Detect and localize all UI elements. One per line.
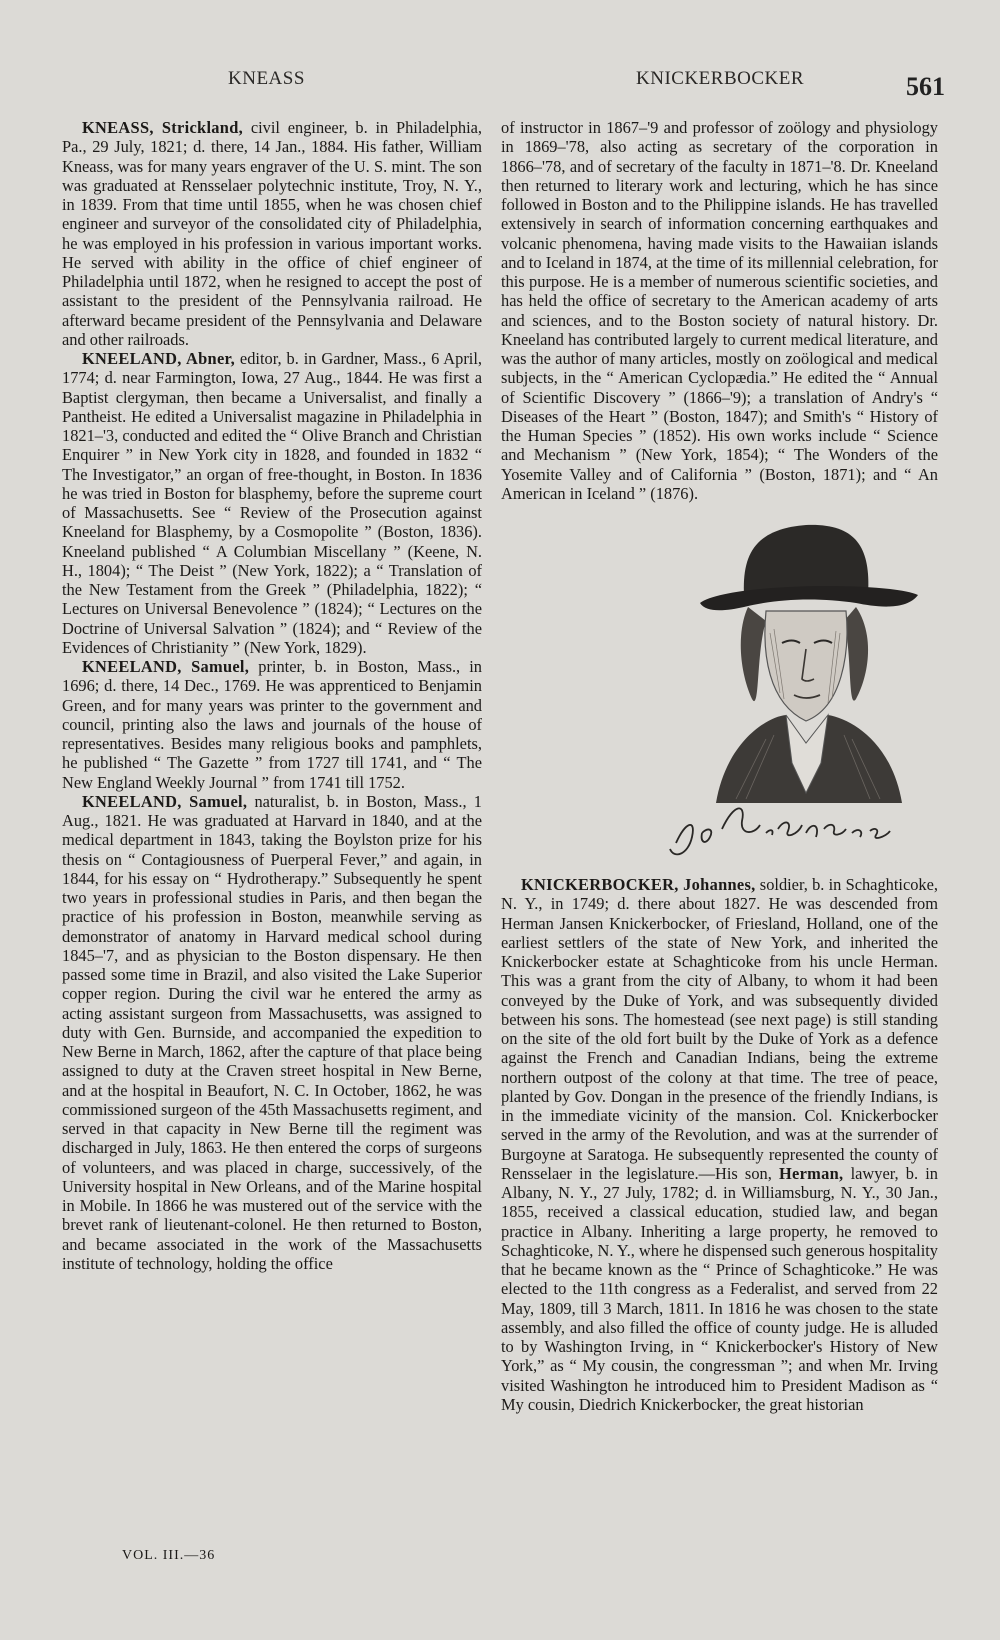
entry-text: naturalist, b. in Boston, Mass., 1 Aug., 1821. He was graduated at Harvard in 1840, and at the medical department in 1843, taking the Boylston prize for his thesis on “ Contagiousness of Puerperal Fever,” and again, in 1844, for his essay on “ Hydrotherapy.” Subsequently he spent two years in professional studies in Paris, and then began the practice of his profession in Boston, meanwhile serving as demonstrator of anatomy in Harvard medical school during 1845–'7, and as physician to the Boston dispensary. He then passed some time in Brazil, and also visited the Lake Superior copper region. During the civil war he entered the army as acting assistant surgeon from Massachusetts, was assigned to duty with Gen. Burnside, and accompanied the expedition to New Berne in March, 1862, after the capture of that place being assigned to duty at the Craven street hospital in New Berne, and at the hospital in Beaufort, N. C. In October, 1862, he was commissioned surgeon of the 45th Massachusetts regiment, and served in that capacity in New Berne till the regiment was discharged in July, 1863. He then entered the corps of surgeons of volunteers, and was placed in charge, successively, of the University hospital in New Orleans, and of the Marine hospital in Mobile. In 1866 he was mustered out of the service with the brevet rank of lieutenant-colonel. He then returned to Boston, and became associated in the work of the Massachusetts institute of technology, holding the office xyxy=(62,791,483,1273)
headword: KNEELAND, Samuel, xyxy=(82,657,250,676)
entry-text: soldier, b. in Schaghticoke, N. Y., in 1749; d. there about 1827. He was descended from Herman Jansen Knickerbocker, of Friesland, Holland, one of the earliest settlers of the state of New York, and inherited the Knickerbocker estate at Schaghticoke from his uncle Herman. This was a grant from the city of Albany, to whom it had been conveyed by the Duke of York, and was subsequently divided between his sons. The homestead (see next page) is still standing on the site of the old fort built by the Duke of York as a defence against the French and Canadian Indians, being the extreme northern outpost of the colony at that time. The tree of peace, planted by Gov. Dongan in the presence of the friendly Indians, is in the immediate vicinity of the mansion. Col. Knickerbocker served in the army of the Revolution, and was at the surrender of Burgoyne at Saratoga. He subsequently represented the county of Rensselaer in the legislature.—His son, xyxy=(501,875,938,1183)
entry-text-son: lawyer, b. in Albany, N. Y., 27 July, 1782; d. in Williamsburg, N. Y., 30 Jan., 1855, received a classical education, studied law, and began practice in Albany. Inheriting a large property, he removed to Schaghticoke, N. Y., where he dispensed such generous hospitality that he became known as the “ Prince of Schaghticoke.” He was elected to the 11th congress as a Federalist, and served from 22 May, 1809, till 3 March, 1811. In 1816 he was chosen to the state assembly, and also filled the office of county judge. He is alluded to by Washington Irving, in “ Knickerbocker's History of New York,” as “ My cousin, the congressman ”; and when Mr. Irving visited Washington he introduced him to President Madison as “ My cousin, Diedrich Knickerbocker, the great historian xyxy=(501,1163,938,1414)
entry-kneass xyxy=(62,118,482,349)
portrait-engraving xyxy=(656,503,938,875)
headword: KNEELAND, Samuel, xyxy=(82,791,248,811)
hair-right xyxy=(844,607,868,701)
entry-text: printer, b. in Boston, Mass., in 1696; d. there, 14 Dec., 1769. He was apprenticed to Benjamin Green, and for many years was printer to the government and council, printing also the laws and journals of the house of representatives. Besides many religious books and pamphlets, he published “ The Gazette ” from 1727 till 1741, and “ The New England Weekly Journal ” from 1741 till 1752. xyxy=(62,657,482,792)
entry-continuation: of instructor in 1867–'9 and professor of zoölogy and physiology in 1869–'78, also acting as secretary of the corporation in 1866–'78, and of secretary of the faculty in 1871–'8. Dr. Kneeland then returned to literary work and lecturing, which he has since followed in Boston and to the Philippine islands. He has travelled extensively in search of information concerning earthquakes and volcanic phenomena, having made visits to the Hawaiian islands and to Iceland in 1874, at the time of its millennial celebration, for this purpose. He is a member of numerous scientific societies, and has held the office of secretary to the American academy of arts and sciences, and to the Boston society of natural history. Dr. Kneeland has contributed largely to current medical literature, and was the author of many articles, mostly on zoölogical and medical subjects, in the “ American Cyclopædia.” He edited the “ Annual of Scientific Discovery ” (1866–'9); a translation of Andry's “ Diseases of the Heart ” (Boston, 1847); and Smith's “ History of the Human Species ” (1852). His own works include “ Science and Mechanism ” (New York, 1854); “ The Wonders of the Yosemite Valley and of California ” (Boston, 1871); and “ An American in Iceland ” (1876). xyxy=(501,118,938,503)
left-column xyxy=(62,118,482,1273)
entry-text: civil engineer, b. in Philadelphia, Pa., 29 July, 1821; d. there, 14 Jan., 1884. His father, William Kneass, was for many years engraver of the U. S. mint. The son was graduated at Rensselaer polytechnic institute, Troy, N. Y., in 1839. From that time until 1855, when he was chosen chief engineer and surveyor of the consolidated city of Philadelphia, he was employed in his profession in various important works. He served with ability in the office of chief engineer of Philadelphia until 1872, when he resigned to accept the post of assistant to the president of the Pennsylvania railroad. He afterward became president of the Pennsylvania and Delaware and other railroads. xyxy=(62,118,483,349)
signature xyxy=(670,808,890,854)
headword: KNEELAND, Abner, xyxy=(82,349,236,368)
headword: KNICKERBOCKER, Johannes, xyxy=(521,875,756,894)
entry-kneeland-samuel-printer xyxy=(62,657,482,792)
entry-kneeland-samuel-naturalist xyxy=(62,792,482,1273)
entry-text: editor, b. in Gardner, Mass., 6 April, 1774; d. near Farmington, Iowa, 27 Aug., 1844. He was first a Baptist clergyman, then became a Universalist, and finally a Pantheist. He edited a Universalist magazine in Philadelphia in 1821–'3, conducted and edited the “ Olive Branch and Christian Enquirer ” in New York city in 1828, and founded in 1832 “ The Investigator,” an organ of free-thought, in Boston. In 1836 he was tried in Boston for blasphemy, before the supreme court of Massachusetts. See “ Review of the Prosecution against Kneeland for Blasphemy, by a Cosmopolite ” (Boston, 1836). Kneeland published “ A Columbian Miscellany ” (Keene, N. H., 1804); “ The Deist ” (New York, 1822); a “ Translation of the New Testament from the Greek ” (Philadelphia, 1822); “ Lectures on Universal Benevolence ” (1824); “ Lectures on the Doctrine of Universal Salvation ” (1824); and “ Review of the Evidences of Christianity ” (New York, 1829). xyxy=(62,349,482,657)
running-head-right: KNICKERBOCKER xyxy=(636,68,805,89)
entry-kneeland-abner xyxy=(62,349,482,657)
face xyxy=(765,611,847,721)
right-column xyxy=(501,118,938,1414)
portrait-inset xyxy=(656,503,938,875)
headword-son: Herman, xyxy=(778,1163,844,1183)
volume-signature: VOL. III.—36 xyxy=(122,1548,216,1563)
page-number: 561 xyxy=(906,72,945,101)
running-head-left: KNEASS xyxy=(228,68,305,89)
headword: KNEASS, Strickland, xyxy=(82,118,244,137)
hat-brim xyxy=(700,586,918,610)
hair-left xyxy=(741,607,766,701)
hat-crown xyxy=(744,525,869,595)
entry-knickerbocker xyxy=(501,503,938,1414)
